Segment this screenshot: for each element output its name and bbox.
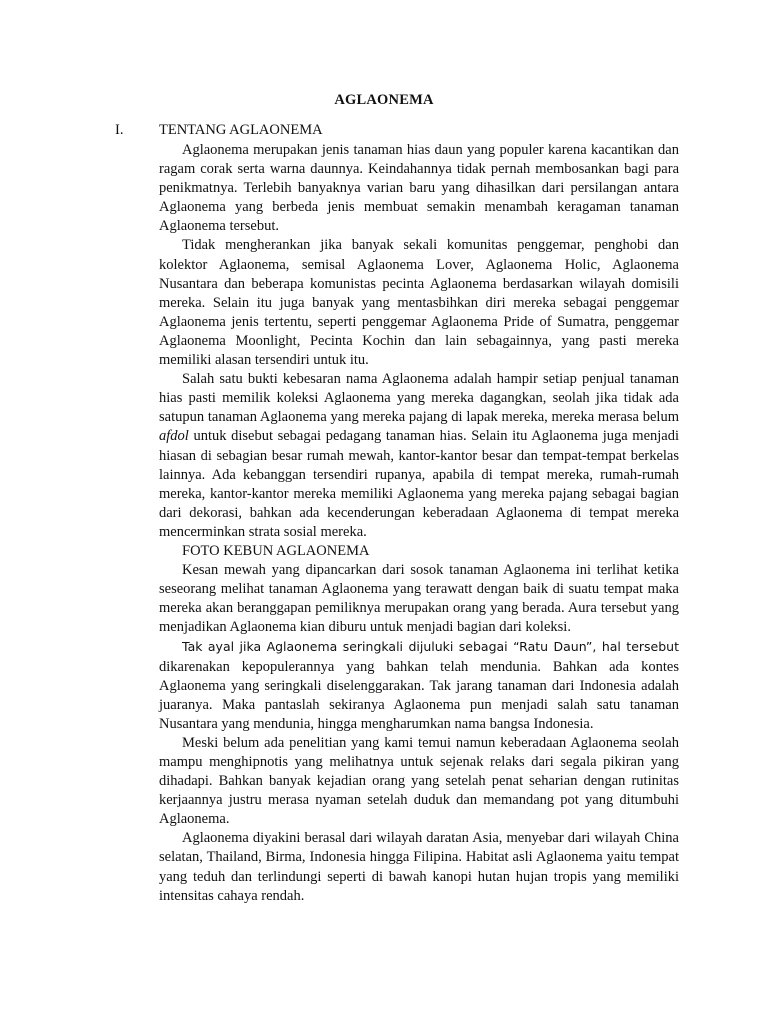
photo-heading: FOTO KEBUN AGLAONEMA — [182, 542, 370, 559]
paragraph-2: Tidak mengherankan jika banyak sekali komunitas penggemar, penghobi dan kolektor Aglaonema, semisal Aglaonema Lover, Aglaonema Holic, Aglaonema Nusantara dan beberapa komunistas pecinta Aglaonema berdasarkan wilayah domisili mereka. Selain itu juga banyak yang mentasbihkan diri mereka sebagai penggemar Aglaonema jenis tertentu, seperti penggemar Aglaonema Pride of Sumatra, penggemar Aglaonema Moonlight, Pecinta Kochin dan lain sebagainnya, yang pasti mereka memiliki alasan tersendiri untuk itu. — [159, 237, 679, 369]
paragraph-1: Aglaonema merupakan jenis tanaman hias daun yang populer karena kacantikan dan ragam corak serta warna daunnya. Keindahannya tidak pernah membosankan bagi para penikmatnya. Terlebih banyaknya varian baru yang dihasilkan dari persilangan antara Aglaonema yang berbeda jenis membuat semakin menambah keragaman tanaman Aglaonema tersebut. — [159, 142, 679, 235]
paragraph-4: Kesan mewah yang dipancarkan dari sosok tanaman Aglaonema ini terlihat ketika seseorang melihat tanaman Aglaonema yang terawatt dengan baik di suatu tempat maka mereka akan beranggapan pemiliknya merupakan orang yang berada. Aura tersebut yang menjadikan Aglaonema kian diburu untuk menjadi bagian dari koleksi. — [159, 562, 679, 636]
paragraph-5 — [159, 637, 679, 733]
section-title: TENTANG AGLAONEMA — [159, 122, 323, 138]
body-text — [159, 141, 679, 906]
paragraph-5-lead: Tak ayal jika Aglaonema seringkali dijuluki sebagai “Ratu Daun”, hal tersebut — [182, 639, 679, 655]
italic-word-afdol: afdol — [159, 428, 189, 445]
paragraph-7: Aglaonema diyakini berasal dari wilayah daratan Asia, menyebar dari wilayah China selatan, Thailand, Birma, Indonesia hingga Filipina. Habitat asli Aglaonema yaitu tempat yang teduh dan terlindungi seperti di bawah kanopi hutan hujan tropis yang memiliki intensitas cahaya rendah. — [159, 830, 679, 904]
section-number: I. — [115, 122, 124, 138]
paragraph-5-rest: dikarenakan kepopulerannya yang bahkan telah mendunia. Bahkan ada kontes Aglaonema yang seringkali diselenggarakan. Tak jarang tanaman dari Indonesia adalah juaranya. Maka pantaslah sekiranya Aglaonema pun menjadi salah satu tanaman Nusantara yang mendunia, hingga mengharumkan nama bangsa Indonesia. — [159, 658, 679, 732]
document-title: AGLAONEMA — [334, 92, 434, 108]
paragraph-3-part-1: Salah satu bukti kebesaran nama Aglaonema adalah hampir setiap penjual tanaman hias pasti memilik koleksi Aglaonema yang mereka dagangkan, seolah jika tidak ada satupun tanaman Aglaonema yang mereka pajang di lapak mereka, mereka merasa belum — [159, 371, 679, 426]
paragraph-6: Meski belum ada penelitian yang kami temui namun keberadaan Aglaonema seolah mampu menghipnotis yang melihatnya untuk sejenak relaks dari segala pikiran yang dihadapi. Bahkan banyak kejadian orang yang setelah penat seharian dengan rutinitas kerjaannya justru merasa nyaman setelah duduk dan memandang pot yang ditumbuhi Aglaonema. — [159, 734, 679, 828]
paragraph-3-part-2: untuk disebut sebagai pedagang tanaman hias. Selain itu Aglaonema juga menjadi hiasan di sebagian besar rumah mewah, kantor-kantor besar dan tempat-tempat berkelas lainnya. Ada kebanggan tersendiri rupanya, apabila di tempat mereka, rumah-rumah mereka, kantor-kantor mereka memiliki Aglaonema yang mereka pajang sebagai bagian dari dekorasi, bahkan ada kecenderungan keberadaan Aglaonema di tempat mereka mencerminkan strata sosial mereka. — [159, 428, 679, 540]
paragraph-3 — [159, 370, 679, 542]
